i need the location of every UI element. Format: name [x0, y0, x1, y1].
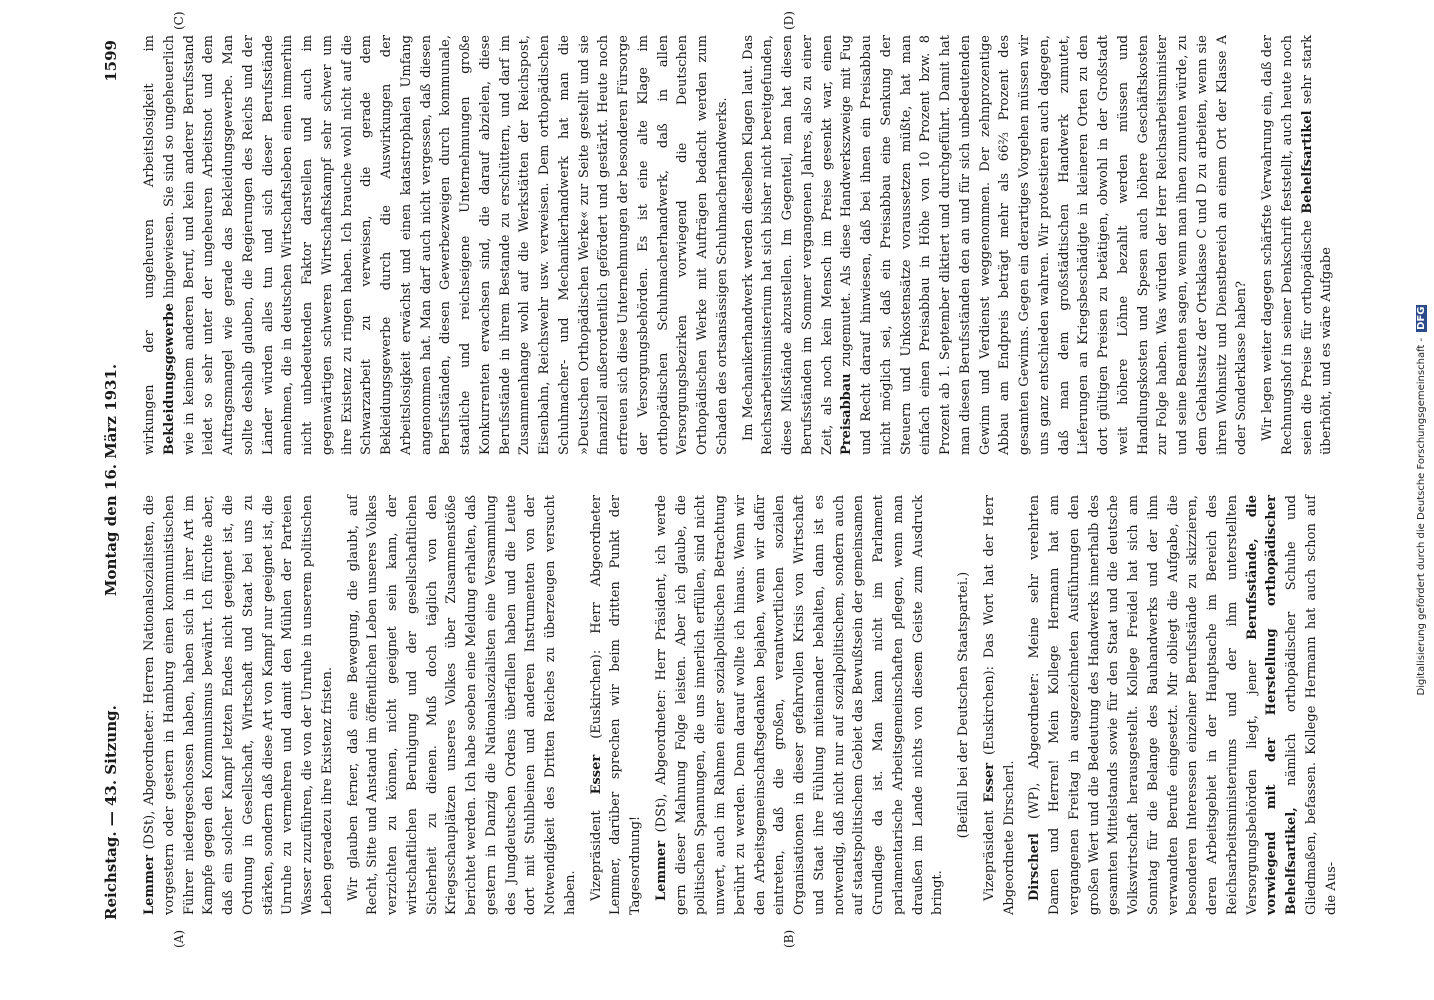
margin-mark-b: (B)	[782, 929, 796, 948]
speech-text: Wir legen weiter dagegen schärfste Verwahrung ein, daß der Rechnungshof in seiner Denkschrift feststellt, auch heute noch seien die Preise für orthopädische	[1260, 35, 1315, 455]
left-column	[140, 495, 1347, 915]
margin-mark-a: (A)	[172, 929, 186, 948]
page-header	[102, 0, 128, 960]
speech-text: (DSt), Abgeordneter: Herr Präsident, ich werde gern dieser Mahnung Folge leisten. Aber ich glaube, die politischen Spannungen, die uns innerlich erfüllen, sind nicht unwert, auch im Rahmen einer sozialpolitischen Betrachtung berührt zu werden. Denn darauf wollte ich hinaus. Wenn wir den Arbeitsgemeinschaftsgedanken bejahen, wenn wir dafür eintreten, daß die großen, verantwortlichen sozialen Organisationen in dieser gefahrvollen Krisis von Wirtschaft und Staat ihre Fühlung miteinander behalten, dann ist es notwendig, daß nicht nur auf sozialpolitischem, sondern auch auf staatspolitischem Gebiet das Bewußtsein der gemeinsamen Grundlage da ist. Man kann nicht im Parlament parlamentarische Arbeitsgemeinschaften pflegen, wenn man draußen im Lande nichts von diesem Geiste zum Ausdruck bringt.	[653, 495, 946, 915]
applause-note: (Beifall bei der Deutschen Staatspartei.)	[956, 571, 971, 839]
speech-text: zugemutet. Als diese Handwerkszweige mit Fug und Recht darauf hinwiesen, daß bei ihnen ein Preisabbau nicht möglich sei, daß ein Preisabbau eine Senkung der Steuern und Unkostensätze voraussetzen müßte, hat man einfach einen Preisabbau in Höhe von 10 Prozent bzw. 8 Prozent ab 1. September diktiert und durchgeführt. Damit hat man diesen Berufsständen den an und für sich unbedeutenden Gewinn und Verdienst weggenommen. Der zehnprozentige Abbau am Endpreis beträgt mehr als 66⅔ Prozent des gesamten Gewinns. Gegen ein derartiges Vorgehen müssen wir uns ganz entschieden wahren. Wir protestieren auch dagegen, daß man dem großstädtischen Handwerk zumutet, Lieferungen an Kriegsbeschädigte in kleineren Orten zu den dort gültigen Preisen zu betätigen, obwohl in der Großstadt weit höhere Löhne bezahlt werden müssen und Handlungskosten und Spesen auch höhere Geschäftskosten zur Folge haben. Was würden der Herr Reichsarbeitsminister und seine Beamten sagen, wenn man ihnen zumuten würde, zu dem Gehaltssatz der Ortsklasse C und D zu arbeiten, wenn sie ihren Wohnsitz und Dienstbereich an einem Ort der Klasse A oder Sonderklasse haben?	[839, 35, 1250, 455]
dfg-logo: DFG	[1416, 306, 1427, 330]
right-column	[140, 35, 1343, 455]
speaker-name: Lemmer	[142, 854, 157, 915]
speech-text: wirkungen der ungeheuren Arbeitslosigkeit im	[142, 35, 157, 455]
speaker-name: Dirscherl	[1027, 833, 1043, 901]
paragraph	[587, 495, 646, 915]
speaker-name: Esser	[588, 754, 604, 795]
emphasis-text: Preisabbau	[839, 373, 855, 455]
digitization-text	[1415, 10, 1429, 990]
speech-text: Herren Nationalsozialisten, die vorgestern oder gestern in Hamburg einen kommunistischen Führer niedergeschossen haben, haben sich in ihrer Art im Kampfe gegen den Kommunismus bewährt. Ich fürchte aber, daß ein solcher Kampf letzten Endes nicht geeignet ist, die Ordnung in Gesellschaft, Wirtschaft und Staat bei uns zu stärken, sondern daß diese Art von Kampf nur geeignet ist, die Unruhe zu vermehren und damit den Mühlen der Parteien Wasser zuzuführen, die von der Unruhe in unserem politischen Leben geradezu ihre Existenz fristen.	[142, 495, 335, 915]
emphasis-text: Behelfsartikel	[1299, 110, 1315, 214]
paragraph	[1258, 35, 1337, 455]
paragraph	[140, 495, 338, 915]
speech-text: (WP), Abgeordneter: Meine sehr verehrten Damen und Herren! Mein Kollege Hermann hat am vergangenen Freitag in ausgezeichneten Ausführungen den großen Wert und die Bedeutung des Handwerks innerhalb des gesamten Mittelstands sowie für den Staat und die deutsche Volkswirtschaft herausgestellt. Kollege Freidel hat sich am Sonntag für die Belange des Bauhandwerks und der ihm verwandten Berufe eingesetzt. Mir obliegt die Aufgabe, die besonderen Interessen einzelner Berufsstände zu skizzieren, deren Arbeitsgebiet in der Hauptsache im Bereich des Reichsarbeitsministeriums und der ihm unterstellten Versorgungsbehörden liegt, jener	[1027, 495, 1260, 915]
paragraph	[1025, 495, 1341, 915]
paragraph	[652, 495, 948, 915]
emphasis-text: Bekleidungsgewerbe	[161, 303, 177, 455]
speech-text: nämlich orthopädischer Schuhe und Gliedmaßen, befassen. Kollege Hermann hat auch schon auf die Aus-	[1284, 495, 1339, 915]
speech-text: Im Mechanikerhandwerk werden dieselben Klagen laut. Das Reichsarbeitsministerium hat sich bisher nicht bereitgefunden, diese Mißstände abzustellen. Im Gegenteil, man hat diesen Berufsständen im Sommer vergangenen Jahres, also zu einer Zeit, als noch kein Mensch im Preise gesenkt war, einen	[740, 35, 835, 455]
paragraph	[739, 35, 1253, 455]
digitization-note	[1415, 10, 1429, 990]
speech-text: Wir glauben ferner, daß eine Bewegung, die glaubt, auf Recht, Sitte und Anstand im öffentlichen Leben unseres Volkes verzichten zu können, nicht geeignet sein kann, der wirtschaftlichen Beruhigung und der gesellschaftlichen Sicherheit zu dienen. Muß doch täglich von den Kriegsschauplätzen unseres Volkes über Zusammenstöße berichtet werden. Ich habe soeben eine Meldung erhalten, daß gestern in Danzig die Nationalsozialisten eine Versammlung des Jungdeutschen Ordens überfallen haben und die Leute dort mit Stuhlbeinen und anderen Instrumenten von der Notwendigkeit des Dritten Reiches zu überzeugen versucht haben.	[345, 495, 578, 915]
speaker-party: (DSt), Abgeordneter:	[142, 709, 157, 850]
speaker-name: Lemmer	[653, 840, 669, 901]
document-page	[82, 0, 1362, 960]
margin-mark-d: (D)	[782, 11, 796, 30]
paragraph	[140, 35, 733, 455]
speech-text: hingewiesen. Sie sind so ungeheuerlich wie in keinem anderen Beruf, und kein anderer Berufsstand leidet so sehr unter der ungeheuren Arbeitsnot und dem Auftragsmangel wie gerade das Bekleidungsgewerbe. Man sollte deshalb glauben, die Regierungen des Reichs und der Länder würden alles tun und sich dieser Berufsstände annehmen, die in deutschen Wirtschaftsleben einen immerhin nicht unbedeutenden Faktor darstellen und auch im gegenwärtigen schweren Wirtschaftskampf sehr schwer um ihre Existenz zu ringen haben. Ich brauche wohl nicht auf die Schwarzarbeit zu verweisen, die gerade dem Bekleidungsgewerbe durch die Auswirkungen der Arbeitslosigkeit erwächst und einen katastrophalen Umfang angenommen hat. Man darf auch nicht vergessen, daß diesen Berufsständen, diesen Gewerbezweigen durch kommunale, staatliche und reichseigene Unternehmungen große Konkurrenten erwachsen sind, die darauf abzielen, diese Berufsstände in ihrem Bestande zu erschüttern, und darf im Zusammenhange wohl auf die Werkstätten der Reichspost, Eisenbahn, Reichswehr usw. verweisen. Dem orthopädischen Schuhmacher- und Mechanikerhandwerk hat man die »Deutschen Orthopädischen Werke« zur Seite gestellt und sie finanziell außerordentlich gefördert und gestärkt. Heute noch erfreuen sich diese Unternehmungen der besonderen Fürsorge der Versorgungsbehörden. Es ist eine alte Klage im orthopädischen Schuhmacherhandwerk, daß in allen Versorgungsbezirken vorwiegend die Deutschen Orthopädischen Werke mit Aufträgen bedacht werden zum Schaden des ortsansässigen Schuhmacherhandwerks.	[161, 35, 730, 455]
speaker-title: Vizepräsident	[588, 810, 604, 901]
margin-mark-c: (C)	[172, 11, 186, 30]
header-session: Reichstag. — 43. Sitzung.	[102, 705, 120, 920]
paragraph	[980, 495, 1020, 915]
speaker-name: Esser	[981, 762, 997, 803]
emphasis-text: Berufsstände, die vorwiegend mit der Herstellung orthopädischer Behelfsartikel,	[1244, 495, 1299, 915]
speaker-title: Vizepräsident	[981, 810, 997, 901]
funding-notice: Digitalisierung gefördert durch die Deutsche Forschungsgemeinschaft -	[1416, 337, 1427, 696]
page-number: 1599	[102, 40, 120, 82]
speech-text: sehr stark überhöht, und es wäre Aufgabe	[1299, 34, 1335, 455]
speech-text: (Euskirchen): Das Wort hat der Herr Abgeordnete Dirscherl.	[981, 495, 1017, 915]
header-date: Montag den 16. März 1931.	[102, 363, 120, 597]
speech-text: (Euskirchen): Herr Abgeordneter Lemmer, darüber sprechen wir beim dritten Punkt der Tagesordnung!	[588, 495, 643, 915]
paragraph	[344, 495, 581, 915]
